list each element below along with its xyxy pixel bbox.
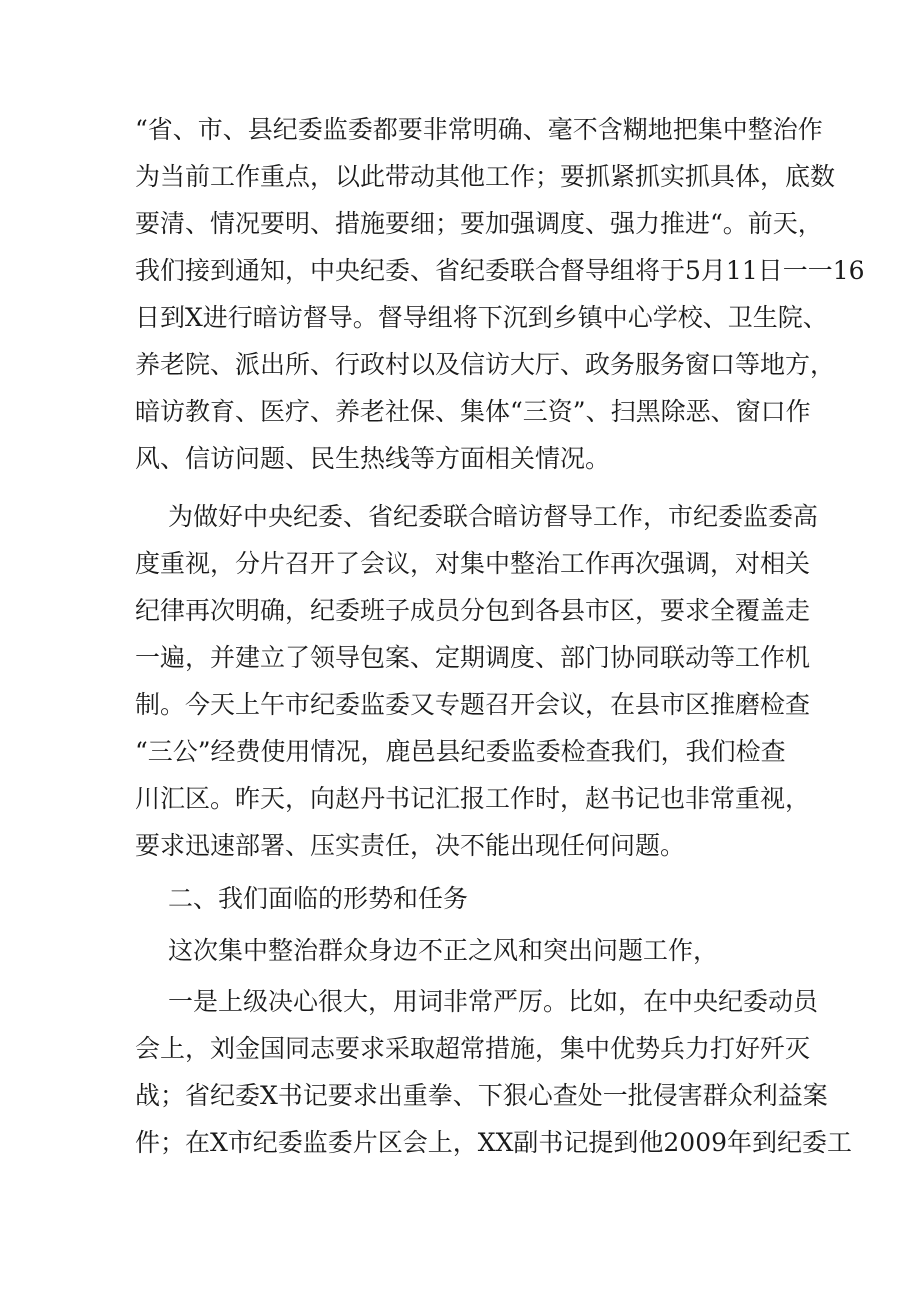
body-text-line: 养老院、派出所、行政村以及信访大厅、政务服务窗口等地方， [135,350,836,379]
body-text-line: 暗访教育、医疗、养老社保、集体“三资”、扫黑除恶、窗口作 [135,397,811,426]
body-text-line: 件；在X市纪委监委片区会上，XX副书记提到他2009年到纪委工 [135,1128,853,1157]
body-text-line: 纪律再次明确，纪委班子成员分包到各县市区，要求全覆盖走 [135,596,811,625]
body-text-line: 制。今天上午市纪委监委又专题召开会议，在县市区推磨检查 [135,690,811,719]
body-text-line: 会上，刘金国同志要求采取超常措施，集中优势兵力打好歼灭 [135,1034,811,1063]
body-text-line: 要求迅速部署、压实责任，决不能出现任何问题。 [135,831,686,860]
body-text-line: 日到X进行暗访督导。督导组将下沉到乡镇中心学校、卫生院、 [135,303,828,332]
body-text-line: 要清、情况要明、措施要细；要加强调度、强力推进“。前天， [135,209,823,238]
body-text-line: “三公”经费使用情况，鹿邑县纪委监委检查我们，我们检查 [135,737,786,766]
paragraph-first-line: 为做好中央纪委、省纪委联合暗访督导工作，市纪委监委高 [168,502,819,531]
paragraph-first-line: 一是上级决心很大，用词非常严厉。比如，在中央纪委动员 [168,987,819,1016]
body-text-line: 风、信访问题、民生热线等方面相关情况。 [135,444,611,473]
body-text-line: 我们接到通知，中央纪委、省纪委联合督导组将于5月11日一一16 [135,256,865,285]
paragraph-first-line: 这次集中整治群众身边不正之风和突出问题工作， [168,936,719,965]
body-text-line: 为当前工作重点，以此带动其他工作；要抓紧抓实抓具体，底数 [135,162,836,191]
body-text-line: “省、市、县纪委监委都要非常明确、毫不含糊地把集中整治作 [135,115,823,144]
body-text-line: 度重视，分片召开了会议，对集中整治工作再次强调，对相关 [135,549,811,578]
body-text-line: 川汇区。昨天，向赵丹书记汇报工作时，赵书记也非常重视， [135,784,811,813]
body-text-line: 战；省纪委X书记要求出重拳、下狠心查处一批侵害群众利益案 [135,1081,828,1110]
body-text-line: 一遍，并建立了领导包案、定期调度、部门协同联动等工作机 [135,643,811,672]
section-heading: 二、我们面临的形势和任务 [168,884,469,913]
